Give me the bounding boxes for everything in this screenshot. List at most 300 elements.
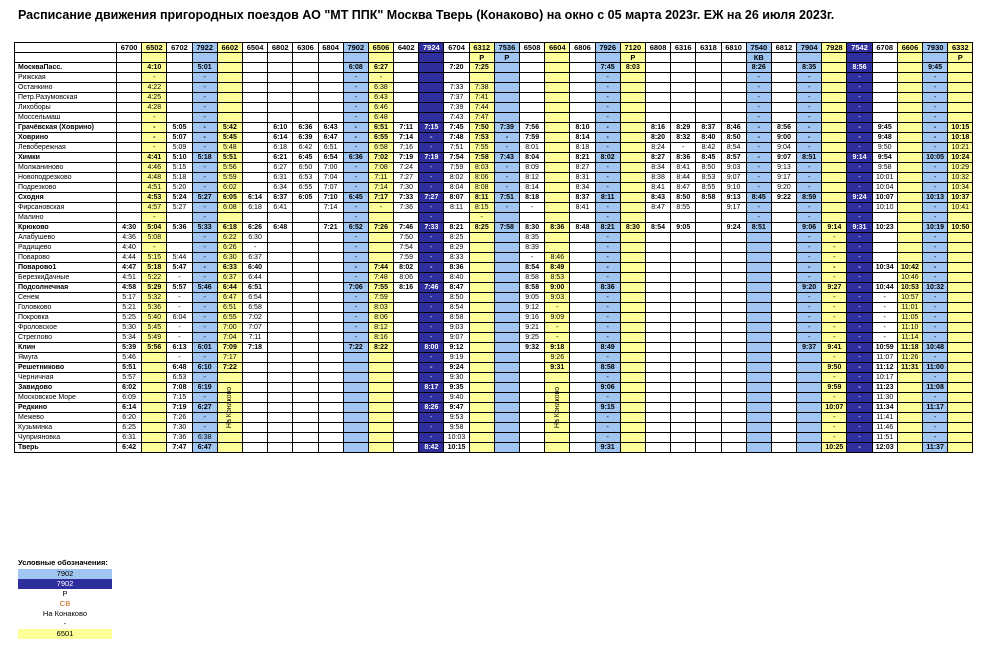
time-cell: - bbox=[192, 183, 217, 193]
station-row bbox=[15, 243, 973, 253]
station-row bbox=[15, 103, 973, 113]
time-cell: 9:03 bbox=[545, 293, 570, 303]
time-cell bbox=[771, 443, 796, 453]
train-mark bbox=[797, 53, 822, 63]
time-cell bbox=[570, 443, 595, 453]
time-cell: - bbox=[494, 173, 519, 183]
time-cell bbox=[268, 293, 293, 303]
train-number: 6810 bbox=[721, 43, 746, 53]
time-cell: 9:12 bbox=[444, 343, 469, 353]
time-cell bbox=[268, 373, 293, 383]
time-cell bbox=[394, 103, 419, 113]
time-cell bbox=[696, 273, 721, 283]
time-cell bbox=[797, 383, 822, 393]
time-cell bbox=[620, 413, 645, 423]
time-cell bbox=[897, 223, 922, 233]
time-cell: 8:35 bbox=[797, 63, 822, 73]
time-cell bbox=[545, 243, 570, 253]
time-cell bbox=[746, 383, 771, 393]
time-cell bbox=[368, 443, 393, 453]
train-number: 7922 bbox=[192, 43, 217, 53]
time-cell bbox=[671, 433, 696, 443]
time-cell bbox=[746, 373, 771, 383]
time-cell bbox=[771, 213, 796, 223]
time-cell: 6:33 bbox=[217, 263, 242, 273]
time-cell: 6:44 bbox=[242, 273, 267, 283]
time-cell: 8:03 bbox=[368, 303, 393, 313]
time-cell: 8:40 bbox=[696, 133, 721, 143]
time-cell bbox=[897, 423, 922, 433]
time-cell bbox=[721, 353, 746, 363]
time-cell: 6:27 bbox=[368, 63, 393, 73]
time-cell: - bbox=[343, 143, 368, 153]
time-cell: - bbox=[419, 353, 444, 363]
time-cell: - bbox=[595, 173, 620, 183]
time-cell: 8:18 bbox=[520, 193, 545, 203]
time-cell: 11:10 bbox=[897, 323, 922, 333]
time-cell bbox=[242, 63, 267, 73]
time-cell bbox=[268, 343, 293, 353]
time-cell: 7:58 bbox=[469, 153, 494, 163]
time-cell: 9:21 bbox=[520, 323, 545, 333]
station-name: Молжаниново bbox=[15, 163, 117, 173]
time-cell bbox=[897, 193, 922, 203]
time-cell bbox=[948, 263, 973, 273]
time-cell bbox=[620, 253, 645, 263]
time-cell: - bbox=[872, 313, 897, 323]
time-cell: - bbox=[923, 143, 948, 153]
time-cell bbox=[620, 183, 645, 193]
time-cell: - bbox=[595, 243, 620, 253]
time-cell bbox=[822, 63, 847, 73]
time-cell bbox=[545, 373, 570, 383]
time-cell: - bbox=[847, 233, 872, 243]
time-cell bbox=[721, 243, 746, 253]
time-cell: - bbox=[343, 213, 368, 223]
time-cell bbox=[645, 103, 670, 113]
time-cell bbox=[570, 433, 595, 443]
train-number: 6808 bbox=[645, 43, 670, 53]
time-cell bbox=[142, 403, 167, 413]
time-cell bbox=[771, 403, 796, 413]
time-cell: 5:20 bbox=[167, 183, 192, 193]
time-cell: 6:37 bbox=[268, 193, 293, 203]
time-cell: 6:48 bbox=[368, 113, 393, 123]
time-cell bbox=[872, 73, 897, 83]
time-cell: - bbox=[595, 203, 620, 213]
station-row bbox=[15, 343, 973, 353]
time-cell: 10:15 bbox=[948, 123, 973, 133]
time-cell bbox=[897, 103, 922, 113]
time-cell bbox=[545, 93, 570, 103]
station-name: Новоподрезково bbox=[15, 173, 117, 183]
time-cell bbox=[721, 253, 746, 263]
time-cell: 10:41 bbox=[948, 203, 973, 213]
time-cell: - bbox=[343, 273, 368, 283]
time-cell: 6:36 bbox=[293, 123, 318, 133]
station-name: Петр.Разумовская bbox=[15, 93, 117, 103]
time-cell bbox=[948, 233, 973, 243]
time-cell bbox=[897, 133, 922, 143]
time-cell bbox=[822, 203, 847, 213]
time-cell bbox=[494, 243, 519, 253]
time-cell: - bbox=[419, 303, 444, 313]
time-cell: 8:42 bbox=[419, 443, 444, 453]
time-cell bbox=[494, 403, 519, 413]
train-number: 7902 bbox=[343, 43, 368, 53]
time-cell: - bbox=[847, 183, 872, 193]
time-cell: - bbox=[797, 123, 822, 133]
time-cell bbox=[696, 313, 721, 323]
time-cell bbox=[419, 83, 444, 93]
time-cell: 9:50 bbox=[822, 363, 847, 373]
time-cell: 8:14 bbox=[520, 183, 545, 193]
time-cell: 8:54 bbox=[645, 223, 670, 233]
time-cell: 9:07 bbox=[721, 173, 746, 183]
time-cell: 5:46 bbox=[117, 353, 142, 363]
time-cell: 7:46 bbox=[394, 223, 419, 233]
time-cell: 8:56 bbox=[847, 63, 872, 73]
time-cell bbox=[696, 283, 721, 293]
corner-cell bbox=[15, 53, 117, 63]
time-cell: 6:10 bbox=[192, 363, 217, 373]
time-cell bbox=[494, 383, 519, 393]
time-cell bbox=[797, 443, 822, 453]
time-cell bbox=[948, 103, 973, 113]
time-cell: 11:41 bbox=[872, 413, 897, 423]
time-cell: 6:48 bbox=[268, 223, 293, 233]
legend bbox=[18, 558, 112, 639]
time-cell bbox=[318, 443, 343, 453]
time-cell: - bbox=[343, 113, 368, 123]
time-cell: 8:38 bbox=[645, 173, 670, 183]
time-cell bbox=[746, 273, 771, 283]
time-cell bbox=[469, 373, 494, 383]
station-row bbox=[15, 363, 973, 373]
time-cell: 5:56 bbox=[217, 163, 242, 173]
time-cell bbox=[142, 353, 167, 363]
time-cell: - bbox=[595, 93, 620, 103]
time-cell: - bbox=[923, 293, 948, 303]
train-mark bbox=[368, 53, 393, 63]
time-cell: - bbox=[847, 343, 872, 353]
time-cell: 5:27 bbox=[192, 193, 217, 203]
time-cell: 8:03 bbox=[469, 163, 494, 173]
time-cell: - bbox=[847, 443, 872, 453]
time-cell: 7:46 bbox=[419, 283, 444, 293]
time-cell: - bbox=[595, 423, 620, 433]
time-cell bbox=[822, 93, 847, 103]
time-cell: 7:59 bbox=[368, 293, 393, 303]
time-cell: 8:06 bbox=[469, 173, 494, 183]
time-cell bbox=[620, 93, 645, 103]
time-cell bbox=[520, 393, 545, 403]
time-cell bbox=[293, 333, 318, 343]
time-cell: 11:08 bbox=[923, 383, 948, 393]
time-cell: - bbox=[343, 163, 368, 173]
time-cell bbox=[142, 443, 167, 453]
time-cell bbox=[293, 323, 318, 333]
time-cell: 11:23 bbox=[872, 383, 897, 393]
time-cell: 4:46 bbox=[142, 163, 167, 173]
time-cell bbox=[797, 413, 822, 423]
time-cell bbox=[645, 73, 670, 83]
time-cell bbox=[293, 203, 318, 213]
time-cell: 8:22 bbox=[368, 343, 393, 353]
time-cell bbox=[343, 353, 368, 363]
station-row bbox=[15, 283, 973, 293]
time-cell: - bbox=[595, 163, 620, 173]
time-cell: 8:27 bbox=[645, 153, 670, 163]
time-cell: - bbox=[822, 333, 847, 343]
time-cell: - bbox=[343, 233, 368, 243]
station-row bbox=[15, 73, 973, 83]
train-mark bbox=[923, 53, 948, 63]
time-cell: - bbox=[192, 323, 217, 333]
time-cell bbox=[318, 383, 343, 393]
time-cell bbox=[822, 113, 847, 123]
time-cell: 8:50 bbox=[696, 163, 721, 173]
time-cell bbox=[394, 83, 419, 93]
station-row bbox=[15, 63, 973, 73]
station-row bbox=[15, 373, 973, 383]
time-cell bbox=[797, 403, 822, 413]
station-row bbox=[15, 323, 973, 333]
time-cell bbox=[721, 423, 746, 433]
time-cell: 7:18 bbox=[242, 343, 267, 353]
time-cell: 6:37 bbox=[242, 253, 267, 263]
time-cell bbox=[822, 213, 847, 223]
time-cell: 5:45 bbox=[142, 323, 167, 333]
time-cell bbox=[217, 213, 242, 223]
time-cell bbox=[620, 363, 645, 373]
time-cell: - bbox=[847, 83, 872, 93]
time-cell: - bbox=[595, 73, 620, 83]
time-cell: - bbox=[872, 293, 897, 303]
station-row bbox=[15, 413, 973, 423]
time-cell bbox=[242, 423, 267, 433]
time-cell: - bbox=[847, 143, 872, 153]
time-cell: 6:55 bbox=[217, 313, 242, 323]
time-cell bbox=[948, 283, 973, 293]
time-cell: 10:01 bbox=[872, 173, 897, 183]
time-cell bbox=[520, 113, 545, 123]
station-row bbox=[15, 443, 973, 453]
time-cell bbox=[469, 313, 494, 323]
time-cell bbox=[494, 113, 519, 123]
time-cell bbox=[167, 103, 192, 113]
time-cell: 7:33 bbox=[419, 223, 444, 233]
time-cell bbox=[545, 193, 570, 203]
time-cell: 8:36 bbox=[545, 223, 570, 233]
time-cell: 8:29 bbox=[671, 123, 696, 133]
time-cell bbox=[242, 383, 267, 393]
train-mark bbox=[167, 53, 192, 63]
station-name: Ховрино bbox=[15, 133, 117, 143]
time-cell bbox=[746, 433, 771, 443]
time-cell: - bbox=[192, 83, 217, 93]
time-cell: 11:05 bbox=[897, 313, 922, 323]
time-cell bbox=[671, 253, 696, 263]
time-cell bbox=[645, 93, 670, 103]
time-cell: 10:44 bbox=[872, 283, 897, 293]
time-cell bbox=[721, 373, 746, 383]
time-cell bbox=[948, 213, 973, 223]
time-cell bbox=[645, 413, 670, 423]
time-cell: 8:41 bbox=[570, 203, 595, 213]
time-cell: - bbox=[419, 133, 444, 143]
time-cell: 6:45 bbox=[293, 153, 318, 163]
time-cell: 7:07 bbox=[242, 323, 267, 333]
time-cell bbox=[721, 263, 746, 273]
time-cell bbox=[242, 163, 267, 173]
time-cell: 9:26 bbox=[545, 353, 570, 363]
time-cell bbox=[771, 113, 796, 123]
legend-items bbox=[18, 569, 112, 639]
time-cell: 7:54 bbox=[394, 243, 419, 253]
time-cell: 6:09 bbox=[117, 393, 142, 403]
time-cell bbox=[897, 213, 922, 223]
time-cell bbox=[268, 113, 293, 123]
time-cell bbox=[696, 293, 721, 303]
time-cell bbox=[696, 383, 721, 393]
time-cell bbox=[268, 363, 293, 373]
time-cell: - bbox=[847, 253, 872, 263]
time-cell bbox=[872, 63, 897, 73]
time-cell bbox=[520, 423, 545, 433]
time-cell: 8:47 bbox=[645, 203, 670, 213]
time-cell: - bbox=[746, 213, 771, 223]
time-cell: 8:37 bbox=[570, 193, 595, 203]
time-cell bbox=[696, 253, 721, 263]
time-cell bbox=[872, 253, 897, 263]
time-cell: 6:05 bbox=[293, 193, 318, 203]
time-cell bbox=[117, 183, 142, 193]
time-cell bbox=[771, 83, 796, 93]
time-cell bbox=[394, 373, 419, 383]
time-cell bbox=[696, 113, 721, 123]
time-cell: 4:53 bbox=[142, 193, 167, 203]
time-cell bbox=[897, 233, 922, 243]
time-cell: - bbox=[343, 203, 368, 213]
time-cell: 8:04 bbox=[444, 183, 469, 193]
time-cell bbox=[948, 273, 973, 283]
time-cell: 4:48 bbox=[142, 173, 167, 183]
time-cell: 6:34 bbox=[268, 183, 293, 193]
time-cell: 5:01 bbox=[192, 63, 217, 73]
time-cell bbox=[520, 363, 545, 373]
time-cell: 4:30 bbox=[117, 223, 142, 233]
time-cell: 8:49 bbox=[545, 263, 570, 273]
time-cell: 8:36 bbox=[444, 263, 469, 273]
time-cell: - bbox=[419, 243, 444, 253]
time-cell bbox=[671, 243, 696, 253]
time-cell bbox=[897, 243, 922, 253]
time-cell bbox=[318, 363, 343, 373]
time-cell: 8:33 bbox=[444, 253, 469, 263]
time-cell: - bbox=[822, 413, 847, 423]
time-cell: - bbox=[822, 353, 847, 363]
time-cell: 4:25 bbox=[142, 93, 167, 103]
time-cell bbox=[570, 373, 595, 383]
time-cell: - bbox=[746, 83, 771, 93]
time-cell bbox=[268, 233, 293, 243]
time-cell bbox=[419, 63, 444, 73]
time-cell: 5:18 bbox=[167, 173, 192, 183]
time-cell: 7:43 bbox=[494, 153, 519, 163]
time-cell: - bbox=[494, 183, 519, 193]
time-cell bbox=[217, 83, 242, 93]
page-title: Расписание движения пригородных поездов АО "МТ ППК" Москва Тверь (Конаково) на окно с 05 марта 2023г. ЕЖ на 26 июля 2023г. bbox=[18, 8, 835, 22]
train-number: 6604 bbox=[545, 43, 570, 53]
time-cell bbox=[897, 113, 922, 123]
train-number: 6504 bbox=[242, 43, 267, 53]
time-cell: 9:17 bbox=[721, 203, 746, 213]
time-cell: - bbox=[746, 163, 771, 173]
time-cell: - bbox=[797, 243, 822, 253]
time-cell bbox=[268, 73, 293, 83]
time-cell bbox=[394, 383, 419, 393]
time-cell bbox=[343, 383, 368, 393]
time-cell bbox=[897, 73, 922, 83]
corner-cell bbox=[15, 43, 117, 53]
time-cell bbox=[872, 103, 897, 113]
time-cell bbox=[671, 393, 696, 403]
time-cell: 6:52 bbox=[343, 223, 368, 233]
time-cell bbox=[318, 313, 343, 323]
time-cell bbox=[520, 213, 545, 223]
time-cell: 7:17 bbox=[217, 353, 242, 363]
time-cell: 11:00 bbox=[923, 363, 948, 373]
time-cell: 10:24 bbox=[948, 153, 973, 163]
time-cell bbox=[671, 323, 696, 333]
time-cell: - bbox=[923, 73, 948, 83]
time-cell bbox=[545, 233, 570, 243]
time-cell bbox=[394, 303, 419, 313]
time-cell bbox=[242, 353, 267, 363]
time-cell: - bbox=[192, 103, 217, 113]
time-cell: - bbox=[847, 243, 872, 253]
time-cell: - bbox=[847, 73, 872, 83]
time-cell: 9:48 bbox=[872, 133, 897, 143]
train-mark bbox=[595, 53, 620, 63]
time-cell: - bbox=[847, 113, 872, 123]
time-cell: - bbox=[797, 173, 822, 183]
time-cell bbox=[242, 393, 267, 403]
time-cell bbox=[671, 93, 696, 103]
time-cell bbox=[645, 63, 670, 73]
time-cell bbox=[293, 73, 318, 83]
time-cell: - bbox=[142, 243, 167, 253]
time-cell bbox=[117, 163, 142, 173]
time-cell bbox=[545, 63, 570, 73]
time-cell: 8:27 bbox=[570, 163, 595, 173]
time-cell: - bbox=[595, 433, 620, 443]
time-cell bbox=[394, 403, 419, 413]
time-cell bbox=[217, 113, 242, 123]
time-cell bbox=[897, 163, 922, 173]
time-cell bbox=[897, 413, 922, 423]
time-cell bbox=[368, 393, 393, 403]
time-cell: 6:43 bbox=[318, 123, 343, 133]
time-cell bbox=[620, 423, 645, 433]
time-cell: 7:21 bbox=[318, 223, 343, 233]
train-number: 7924 bbox=[419, 43, 444, 53]
time-cell: 6:54 bbox=[318, 153, 343, 163]
time-cell bbox=[671, 403, 696, 413]
station-row bbox=[15, 83, 973, 93]
time-cell: - bbox=[343, 93, 368, 103]
